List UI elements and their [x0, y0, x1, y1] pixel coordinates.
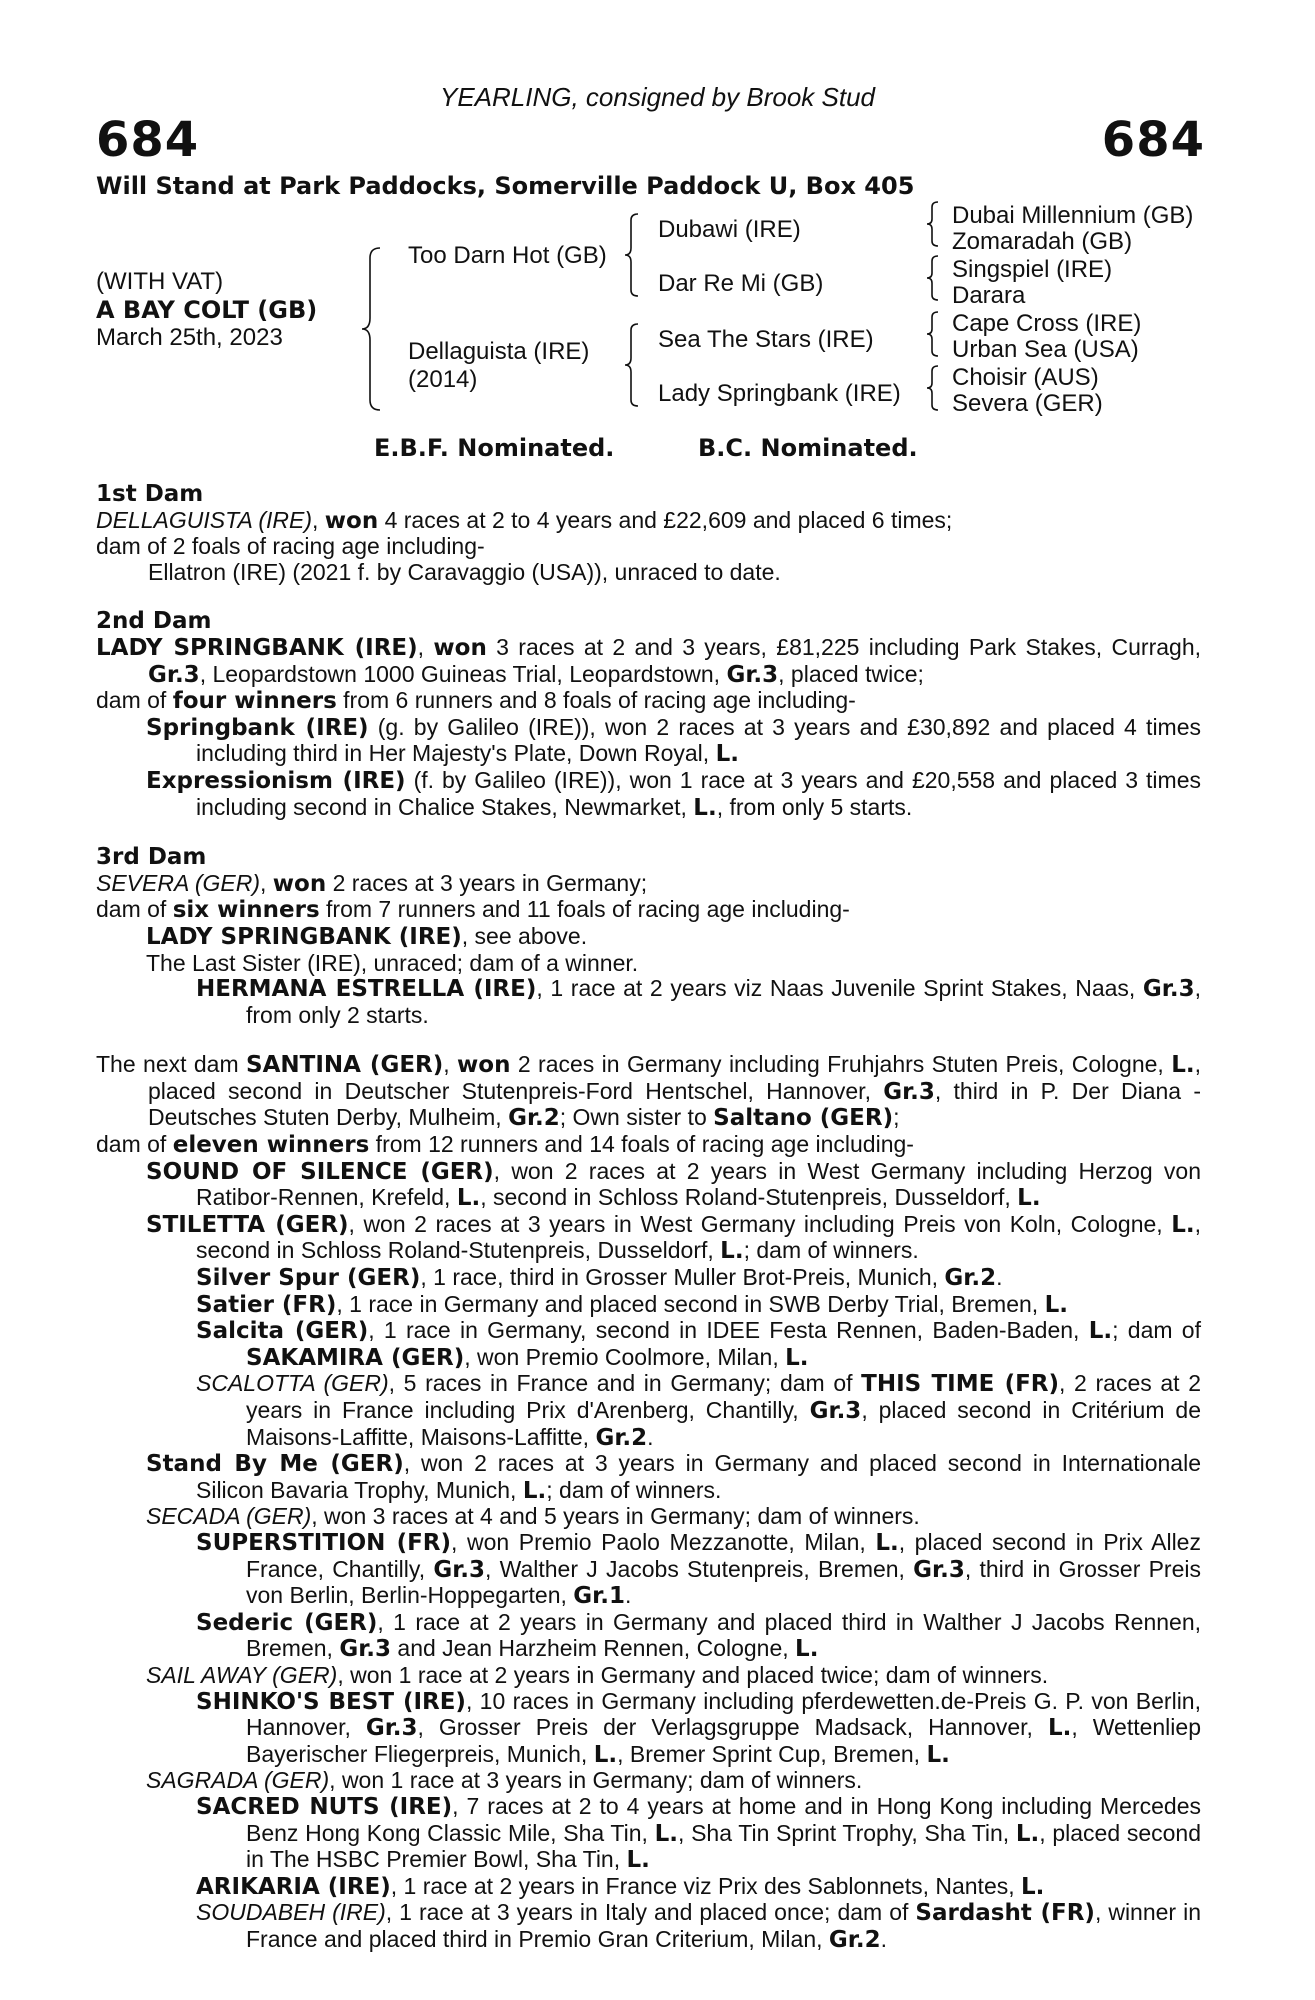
horse-dob: March 25th, 2023 — [96, 324, 283, 351]
lot-number-left: 684 — [96, 112, 200, 168]
next-dam-produce-9: SUPERSTITION (FR), won Premio Paolo Mezzanotte, Milan, L., placed second in Prix Allez France, Chantilly, Gr.3, Walther J Jacobs Stutenpreis, Bremen, Gr.3, third in Grosser Preis von Berlin, Berlin-Hoppegarten, Gr.1. — [196, 1528, 1201, 1610]
third-dam-produce-1: LADY SPRINGBANK (IRE), see above. — [146, 922, 588, 950]
pedigree-g1: Dubai Millennium (GB) — [952, 202, 1194, 229]
first-dam-heading: 1st Dam — [96, 481, 204, 507]
next-dam-produce-8: SECADA (GER), won 3 races at 4 and 5 years in Germany; dam of winners. — [146, 1503, 920, 1530]
next-dam-foals: dam of eleven winners from 12 runners and 14 foals of racing age including- — [96, 1131, 914, 1159]
ebf-nomination: E.B.F. Nominated. — [374, 434, 615, 462]
pedigree-brace-g3 — [924, 310, 942, 358]
pedigree-dam-sire: Sea The Stars (IRE) — [658, 326, 874, 353]
pedigree-g4: Darara — [952, 282, 1026, 309]
pedigree-dam-dam: Lady Springbank (IRE) — [658, 380, 901, 407]
first-dam-produce: Ellatron (IRE) (2021 f. by Caravaggio (USA)), unraced to date. — [148, 558, 781, 585]
pedigree-brace-main — [360, 246, 384, 412]
next-dam-produce-1: SOUND OF SILENCE (GER), won 2 races at 2 years in West Germany including Herzog von Ratibor-Rennen, Krefeld, L., second in Schloss Roland-Stutenpreis, Dusseldorf, L. — [146, 1157, 1201, 1212]
pedigree-g7: Choisir (AUS) — [952, 364, 1099, 391]
third-dam-line: SEVERA (GER), won 2 races at 3 years in Germany; — [96, 869, 648, 897]
next-dam-produce-12: SHINKO'S BEST (IRE), 10 races in Germany including pferdewetten.de-Preis G. P. von Berlin, Hannover, Gr.3, Grosser Preis der Verlagsgruppe Madsack, Hannover, L., Wettenliep Bayerischer Fliegerpreis, Munich, L., Bremer Sprint Cup, Bremen, L. — [196, 1687, 1201, 1768]
horse-name: A BAY COLT (GB) — [96, 296, 318, 324]
pedigree-sire: Too Darn Hot (GB) — [408, 242, 607, 269]
pedigree-sire-dam: Dar Re Mi (GB) — [658, 270, 824, 297]
third-dam-produce-3: HERMANA ESTRELLA (IRE), 1 race at 2 years viz Naas Juvenile Sprint Stakes, Naas, Gr.3, from only 2 starts. — [196, 975, 1201, 1028]
third-dam-heading: 3rd Dam — [96, 844, 207, 871]
pedigree-g2: Zomaradah (GB) — [952, 228, 1133, 255]
pedigree-g5: Cape Cross (IRE) — [952, 310, 1142, 337]
pedigree-g3: Singspiel (IRE) — [952, 256, 1113, 283]
third-dam-foals: dam of six winners from 7 runners and 11 foals of racing age including- — [96, 896, 850, 924]
pedigree-g6: Urban Sea (USA) — [952, 336, 1139, 363]
next-dam-produce-11: SAIL AWAY (GER), won 1 race at 2 years in Germany and placed twice; dam of winners. — [146, 1661, 1049, 1688]
lot-number-right: 684 — [1101, 112, 1205, 168]
next-dam-produce-6: SCALOTTA (GER), 5 races in France and in Germany; dam of THIS TIME (FR), 2 races at 2 years in France including Prix d'Arenberg, Chantilly, Gr.3, placed second in Critérium de Maisons-Laffitte, Maisons-Laffitte, Gr.2. — [196, 1370, 1201, 1451]
next-dam-produce-7: Stand By Me (GER), won 2 races at 3 years in Germany and placed second in Internationale Silicon Bavaria Trophy, Munich, L.; dam of winners. — [146, 1450, 1201, 1504]
dam-line-body — [96, 482, 1201, 1953]
pedigree-dam: Dellaguista (IRE) — [408, 338, 590, 365]
next-dam-produce-13: SAGRADA (GER), won 1 race at 3 years in Germany; dam of winners. — [146, 1767, 863, 1794]
pedigree-brace-g2 — [924, 254, 942, 302]
next-dam-produce-3: Silver Spur (GER), 1 race, third in Grosser Muller Brot-Preis, Munich, Gr.2. — [196, 1264, 1003, 1292]
pedigree-g8: Severa (GER) — [952, 390, 1103, 417]
next-dam-produce-4: Satier (FR), 1 race in Germany and placed second in SWB Derby Trial, Bremen, L. — [196, 1290, 1068, 1318]
pedigree-dam-year: (2014) — [408, 366, 478, 393]
pedigree-sire-sire: Dubawi (IRE) — [658, 216, 801, 243]
next-dam-produce-14: SACRED NUTS (IRE), 7 races at 2 to 4 years at home and in Hong Kong including Mercedes Benz Hong Kong Classic Mile, Sha Tin, L., Sha Tin Sprint Trophy, Sha Tin, L., placed second in The HSBC Premier Bowl, Sha Tin, L. — [196, 1792, 1201, 1874]
second-dam-foals: dam of four winners from 6 runners and 8 foals of racing age including- — [96, 687, 856, 715]
stand-location: Will Stand at Park Paddocks, Somerville Paddock U, Box 405 — [96, 172, 915, 200]
second-dam-produce-2: Expressionism (IRE) (f. by Galileo (IRE)), won 1 race at 3 years and £20,558 and placed 3 times including second in Chalice Stakes, Newmarket, L., from only 5 starts. — [146, 766, 1201, 821]
second-dam-heading: 2nd Dam — [96, 608, 212, 635]
next-dam-produce-2: STILETTA (GER), won 2 races at 3 years in West Germany including Preis von Koln, Cologne, L., second in Schloss Roland-Stutenpreis, Dusseldorf, L.; dam of winners. — [146, 1210, 1201, 1265]
second-dam-line: LADY SPRINGBANK (IRE), won 3 races at 2 and 3 years, £81,225 including Park Stakes, Curragh, Gr.3, Leopardstown 1000 Guineas Trial, Leopardstown, Gr.3, placed twice; — [96, 633, 1201, 688]
third-dam-produce-2: The Last Sister (IRE), unraced; dam of a winner. — [146, 949, 639, 976]
next-dam-line: The next dam SANTINA (GER), won 2 races in Germany including Fruhjahrs Stuten Preis, Cologne, L., placed second in Deutscher Stutenpreis-Ford Hentschel, Hannover, Gr.3, third in P. Der Diana - Deutsches Stuten Derby, Mulheim, Gr.2; Own sister to Saltano (GER); — [96, 1051, 1201, 1132]
pedigree-brace-g4 — [924, 364, 942, 412]
next-dam-produce-15: ARIKARIA (IRE), 1 race at 2 years in France viz Prix des Sablonnets, Nantes, L. — [196, 1872, 1045, 1900]
page-header: YEARLING, consigned by Brook Stud — [439, 82, 875, 112]
second-dam-produce-1: Springbank (IRE) (g. by Galileo (IRE)), won 2 races at 3 years and £30,892 and placed 4 times including third in Her Majesty's Plate, Down Royal, L. — [146, 713, 1202, 768]
pedigree-brace-dam — [622, 322, 642, 408]
next-dam-produce-10: Sederic (GER), 1 race at 2 years in Germany and placed third in Walther J Jacobs Rennen, Bremen, Gr.3 and Jean Harzheim Rennen, Cologne, L. — [196, 1608, 1202, 1663]
first-dam-foals: dam of 2 foals of racing age including- — [96, 533, 485, 560]
vat-label: (WITH VAT) — [96, 268, 224, 295]
first-dam-line: DELLAGUISTA (IRE), won 4 races at 2 to 4 years and £22,609 and placed 6 times; — [96, 506, 953, 534]
pedigree-brace-sire — [622, 212, 642, 298]
next-dam-produce-16: SOUDABEH (IRE), 1 race at 3 years in Italy and placed once; dam of Sardasht (FR), winner in France and placed third in Premio Gran Criterium, Milan, Gr.2. — [196, 1899, 1201, 1953]
next-dam-produce-5: Salcita (GER), 1 race in Germany, second in IDEE Festa Rennen, Baden-Baden, L.; dam of SAKAMIRA (GER), won Premio Coolmore, Milan, L. — [196, 1317, 1201, 1371]
pedigree-brace-g1 — [924, 200, 942, 248]
bc-nomination: B.C. Nominated. — [698, 434, 918, 462]
